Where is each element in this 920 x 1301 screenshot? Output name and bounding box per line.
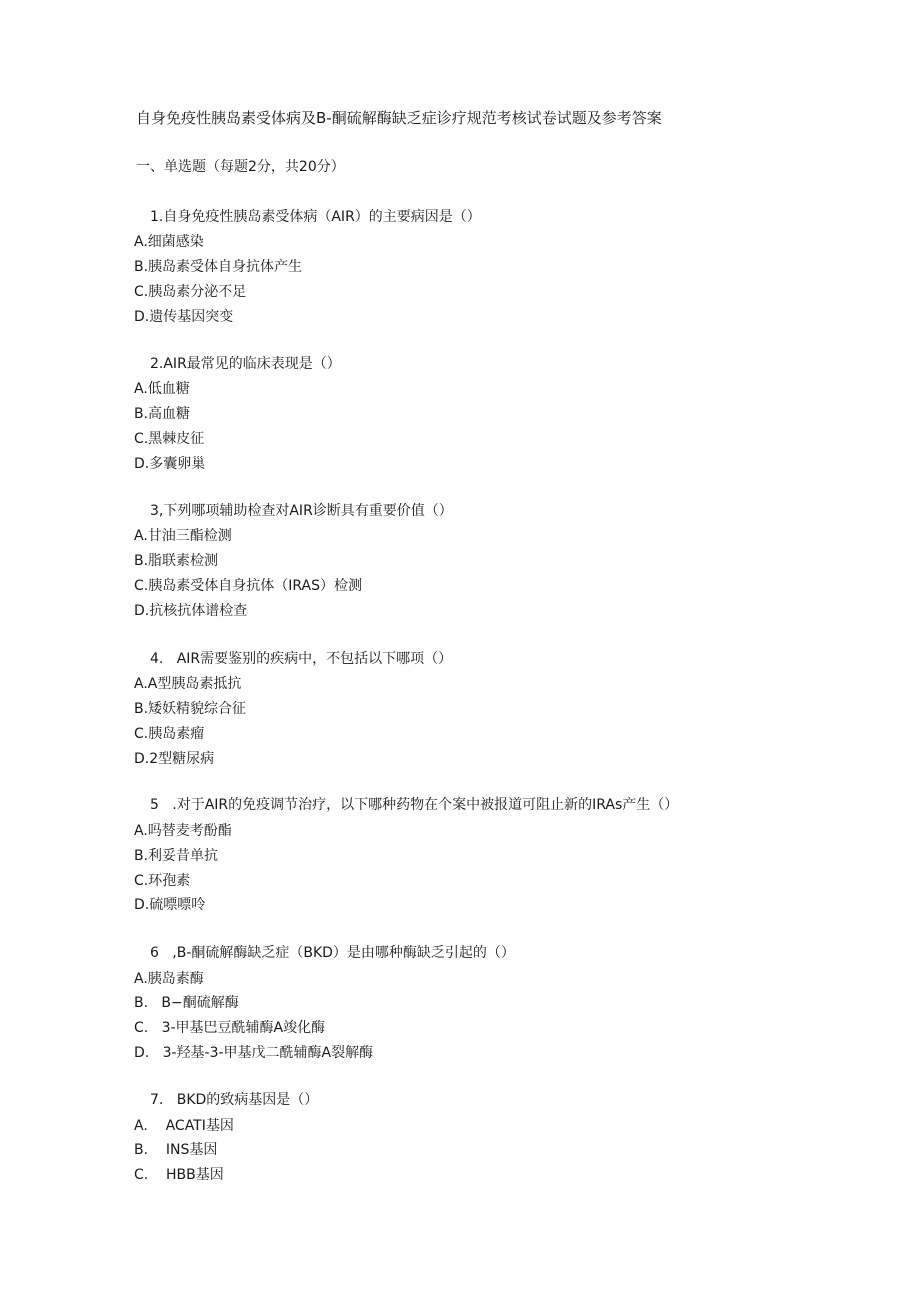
- option-b: B.胰岛素受体自身抗体产生: [134, 259, 303, 275]
- option-a: A.低血糖: [134, 381, 190, 397]
- option-a: A.吗替麦考酚酯: [134, 823, 232, 839]
- option-a: A.甘油三酯检测: [134, 528, 232, 544]
- option-d: D.多囊卵巢: [134, 456, 206, 472]
- option-d: D.抗核抗体谱检查: [134, 603, 248, 619]
- question-stem: 3,下列哪项辅助检查对AIR诊断具有重要价值（）: [150, 503, 453, 519]
- question-stem: 4. AIR需要鉴别的疾病中，不包括以下哪项（）: [150, 651, 453, 667]
- option-d: D.2型糖尿病: [134, 751, 215, 767]
- option-a: A.A型胰岛素抵抗: [134, 676, 242, 692]
- question-stem: 6 ,B-酮硫解酶缺乏症（BKD）是由哪种酶缺乏引起的（）: [150, 945, 515, 961]
- option-c: C.胰岛素分泌不足: [134, 284, 247, 300]
- option-b: B. INS基因: [134, 1142, 218, 1158]
- question-stem: 2.AIR最常见的临床表现是（）: [150, 356, 341, 372]
- option-a: A.胰岛素酶: [134, 971, 204, 987]
- option-c: C.环孢素: [134, 873, 191, 889]
- option-b: B.矮妖精貌综合征: [134, 701, 247, 717]
- option-d: D.硫嘌嘌呤: [134, 897, 206, 913]
- option-b: B. B−酮硫解酶: [134, 995, 239, 1011]
- question-stem: 5 .对于AIR的免疫调节治疗，以下哪种药物在个案中被报道可阻止新的IRAs产生（）: [150, 797, 679, 813]
- option-b: B.脂联素检测: [134, 553, 219, 569]
- option-c: C. HBB基因: [134, 1167, 224, 1183]
- option-a: A.细菌感染: [134, 234, 204, 250]
- option-a: A. ACATI基因: [134, 1118, 234, 1134]
- question-stem: 1.自身免疫性胰岛素受体病（AIR）的主要病因是（）: [150, 209, 481, 225]
- option-c: C.胰岛素受体自身抗体（IRAS）检测: [134, 578, 362, 594]
- option-c: C. 3-甲基巴豆酰辅酶A竣化酶: [134, 1020, 326, 1036]
- option-d: D. 3-羟基-3-甲基戊二酰辅酶A裂解酶: [134, 1045, 374, 1061]
- section-heading: 一、单选题（每题2分，共20分）: [136, 159, 345, 175]
- document-title: 自身免疫性胰岛素受体病及B-酮硫解酶缺乏症诊疗规范考核试卷试题及参考答案: [136, 109, 662, 127]
- option-c: C.胰岛素瘤: [134, 726, 205, 742]
- question-stem: 7. BKD的致病基因是（）: [150, 1092, 319, 1108]
- option-b: B.利妥昔单抗: [134, 848, 219, 864]
- option-d: D.遗传基因突变: [134, 309, 234, 325]
- option-b: B.高血糖: [134, 406, 191, 422]
- option-c: C.黑棘皮征: [134, 431, 205, 447]
